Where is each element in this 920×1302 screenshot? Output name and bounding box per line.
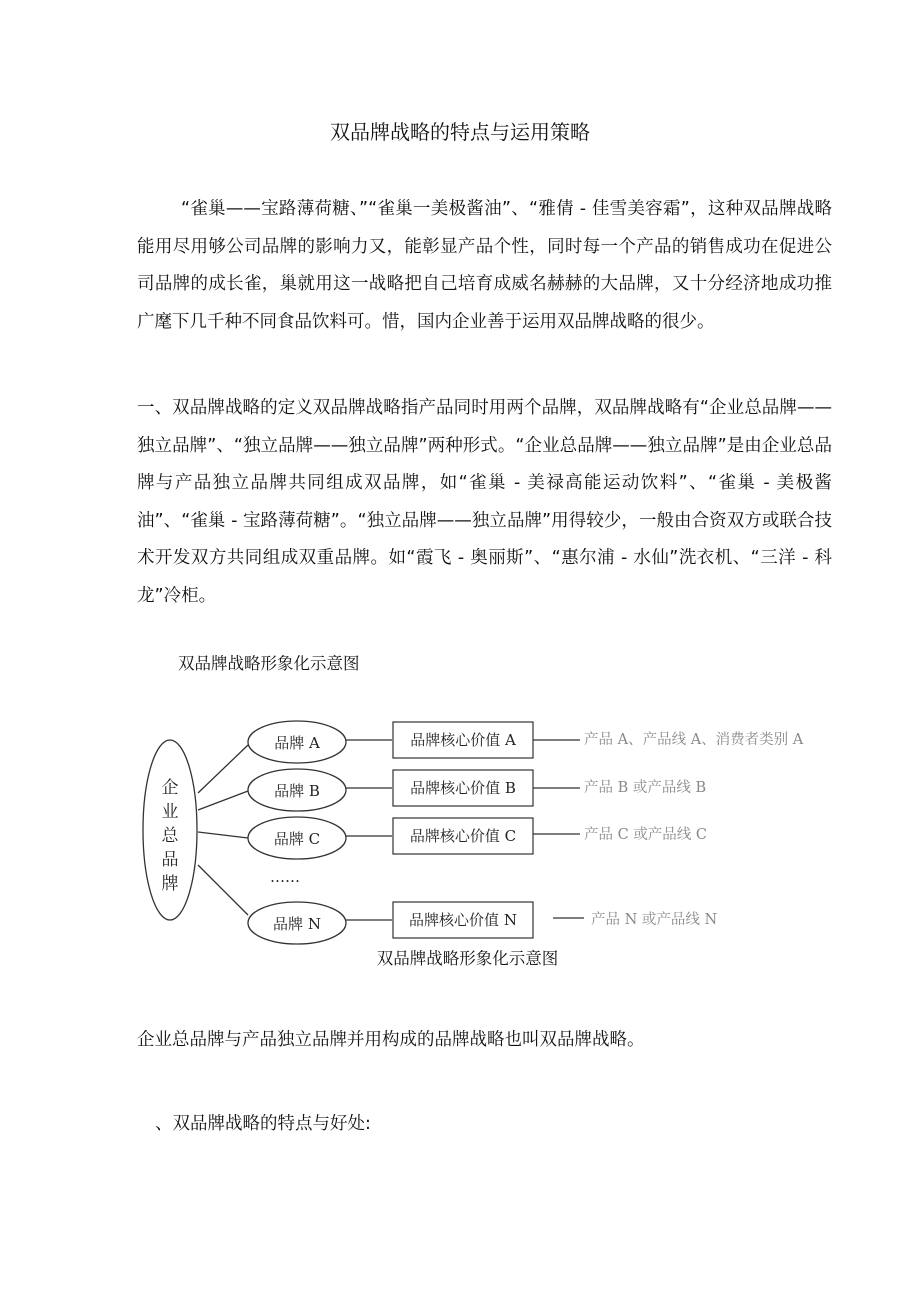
enterprise-char-2: 业 bbox=[161, 802, 179, 822]
definition-paragraph: 一、双品牌战略的定义双品牌战略指产品同时用两个品牌，双品牌战略有“企业总品牌——独立品牌”、“独立品牌——独立品牌”两种形式。“企业总品牌——独立品牌”是由企业总品牌与产品独立品牌共同组成双品牌，如“雀巢 - 美禄高能运动饮料”、“雀巢 - 美极酱油”、“雀巢 - 宝路薄荷糖”。“独立品牌——独立品牌”用得较少，一般由合资双方或联合技术开发双方共同组成双重品牌。如“霞飞 - 奥丽斯”、“惠尔浦 - 水仙”洗衣机、“三洋 - 科龙”冷柜。 bbox=[137, 398, 832, 606]
brands-ellipsis: …… bbox=[270, 868, 300, 886]
connector-enterprise-brand-n bbox=[198, 865, 248, 915]
product-a-label: 产品 A、产品线 A、消费者类别 A bbox=[584, 732, 804, 748]
section-heading: 、双品牌战略的特点与好处: bbox=[155, 1114, 371, 1134]
summary-paragraph: 企业总品牌与产品独立品牌并用构成的品牌战略也叫双品牌战略。 bbox=[137, 1030, 645, 1050]
document-title: 双品牌战略的特点与运用策略 bbox=[330, 120, 590, 144]
brand-c-label: 品牌 C bbox=[273, 830, 321, 848]
enterprise-char-1: 企 bbox=[161, 778, 179, 798]
connector-enterprise-brand-b bbox=[198, 791, 248, 810]
figure-caption-top: 双品牌战略形象化示意图 bbox=[178, 654, 360, 673]
brand-b-label: 品牌 B bbox=[274, 782, 320, 800]
product-b-label: 产品 B 或产品线 B bbox=[584, 780, 707, 796]
connector-enterprise-brand-a bbox=[198, 745, 248, 793]
product-c-label: 产品 C 或产品线 C bbox=[584, 827, 708, 843]
core-value-c-label: 品牌核心价值 C bbox=[409, 827, 517, 845]
brand-n-label: 品牌 N bbox=[273, 915, 321, 933]
enterprise-char-4: 品 bbox=[161, 850, 179, 870]
brand-a-label: 品牌 A bbox=[274, 734, 320, 752]
intro-paragraph: “雀巢——宝路薄荷糖、”“雀巢一美极酱油”、“雅倩 - 佳雪美容霜”，这种双品牌战略能用尽用够公司品牌的影响力又，能彰显产品个性，同时每一个产品的销售成功在促进公司品牌的成长雀，巢就用这一战略把自己培育成威名赫赫的大品牌，又十分经济地成功推广麾下几千种不同食品饮料可。惜，国内企业善于运用双品牌战略的很少。 bbox=[137, 199, 832, 332]
enterprise-char-3: 总 bbox=[161, 826, 179, 846]
connector-enterprise-brand-c bbox=[198, 832, 248, 838]
core-value-b-label: 品牌核心价值 B bbox=[410, 779, 516, 797]
product-n-label: 产品 N 或产品线 N bbox=[591, 912, 718, 928]
core-value-a-label: 品牌核心价值 A bbox=[410, 731, 516, 749]
figure-caption-bottom: 双品牌战略形象化示意图 bbox=[376, 949, 559, 968]
core-value-n-label: 品牌核心价值 N bbox=[409, 911, 517, 929]
dual-brand-diagram bbox=[140, 705, 840, 945]
enterprise-char-5: 牌 bbox=[161, 874, 179, 894]
